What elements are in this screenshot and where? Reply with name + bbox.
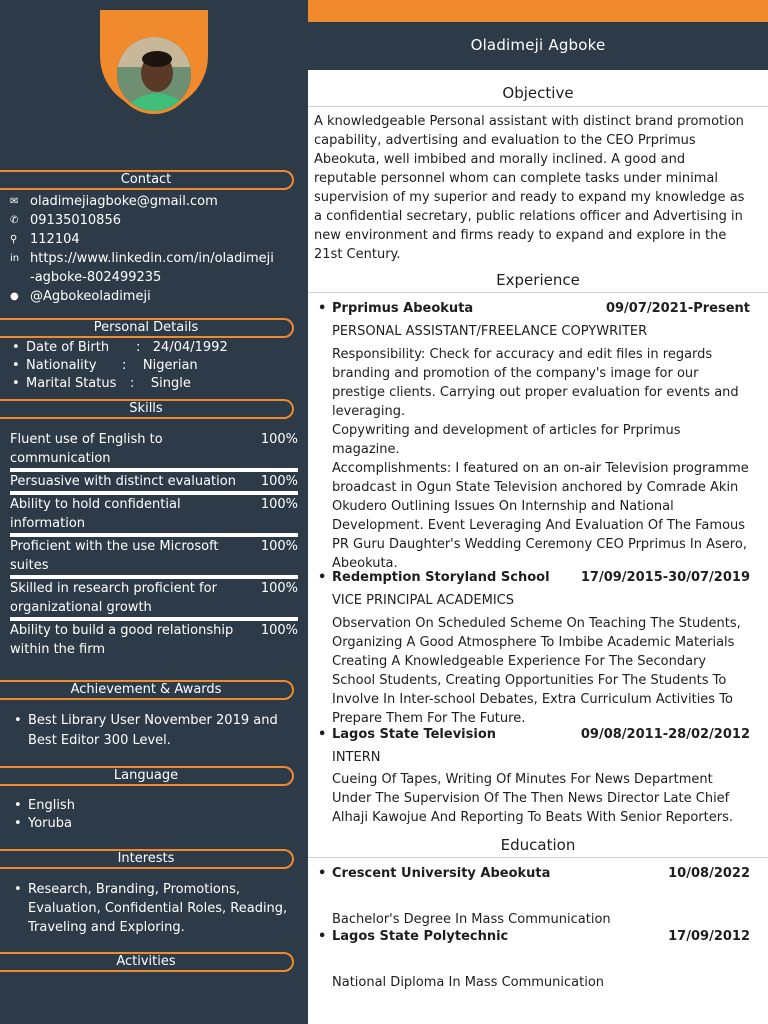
job-company: Lagos State Television [332,727,497,742]
activities-heading: Activities [0,952,294,972]
email-text[interactable]: oladimejiagboke@gmail.com [30,194,218,209]
degree: Bachelor's Degree In Mass Communication [332,912,611,927]
education-heading: Education [500,836,576,854]
education-header [318,864,750,883]
bullet: • [318,727,327,742]
personal-details-heading: Personal Details [0,318,294,338]
job-header [318,299,750,318]
achievements-heading: Achievement & Awards [0,680,294,700]
job-date: 17/09/2015-30/07/2019 [580,570,750,585]
contact-heading: Contact [0,170,294,190]
language-list [12,797,292,833]
list-item: • Research, Branding, Promotions, Evaluation, Confidential Roles, Reading, Traveling and Exploring. [12,880,294,937]
candidate-name: Oladimeji Agboke [470,36,606,54]
job-role: PERSONAL ASSISTANT/FREELANCE COPYWRITER [332,324,648,339]
school-name: Crescent University Abeokuta [332,866,551,881]
skill-item: Persuasive with distinct evaluation 100% [10,472,298,491]
job-company: Prprimus Abeokuta [332,301,474,316]
phone-icon: ✆ [10,215,19,226]
education-date: 17/09/2012 [668,929,750,944]
list-item: • Nationality : Nigerian [10,357,300,375]
list-item: • Marital Status : Single [10,375,300,393]
list-item: • Best Library User November 2019 and Best Editor 300 Level. [12,711,292,751]
education-date: 10/08/2022 [668,866,750,881]
social-handle-icon: ● [10,291,19,302]
education-header [318,927,750,946]
job-date: 09/07/2021-Present [605,301,750,316]
mail-icon: ✉ [10,196,19,207]
divider [308,292,768,293]
email-line [10,192,218,211]
phone-line [10,211,121,230]
bullet: • [318,570,327,585]
skills-heading: Skills [0,399,294,419]
job-description: Responsibility: Check for accuracy and edit files in regards branding and promotion of the company's image for our prestige clients. Carrying out proper evaluation for events and leveraging. Copywriting and development of articles for Prprimus magazine. Accomplishments: I featured on an on-air Television programme broadcast in Ogun State Television anchored by Comrade Akin Okudero Outlining Issues On Internship and National Development. Event Leveraging And Evaluation Of The Famous PR Guru Daughter's Wedding Ceremony CEO Prprimus In Asero, Abeokuta. [332,347,749,571]
interests-heading: Interests [0,849,294,869]
handle-line [10,287,151,306]
divider [308,857,768,858]
handle-text: @Agbokeoladimeji [30,289,151,304]
location-pin-icon: ⚲ [10,234,18,245]
degree: National Diploma In Mass Communication [332,975,605,990]
job-description: Cueing Of Tapes, Writing Of Minutes For News Department Under The Supervision Of The Then News Director Late Chief Alhaji Kawojue And Reporting To Beats With Senior Reporters. [332,772,733,825]
phone-text: 09135010856 [30,213,121,228]
personal-details-list [10,339,300,393]
skill-item: Skilled in research proficient for organizational growth 100% [10,579,298,617]
experience-heading: Experience [496,271,580,289]
bullet: • [318,866,327,881]
job-header [318,725,750,744]
bullet: • [318,301,327,316]
bullet: • [318,929,327,944]
postal-line [10,230,80,249]
skill-item: Ability to hold confidential information 100% [10,495,298,533]
job-header [318,568,750,587]
objective-text: A knowledgeable Personal assistant with distinct brand promotion capability, advertising and evaluation to the CEO Prprimus Abeokuta, well imbibed and morally inclined. A good and reputable personnel whom can complete tasks under minimal supervision of my superior and ready to expand my knowledge as a confidential secretary, public relations officer and Advertising in new environment and firms ready to expand and explore in the 21st Century. [314,114,745,262]
achievements-list [12,711,292,751]
job-role: VICE PRINCIPAL ACADEMICS [332,593,515,608]
divider [308,106,768,107]
postal-text: 112104 [30,232,80,247]
linkedin-line [10,249,274,287]
skill-item: Fluent use of English to communication 100% [10,430,298,468]
interests-list [12,880,294,937]
list-item: • English [12,797,292,815]
language-heading: Language [0,766,294,786]
objective-heading: Objective [502,84,574,102]
job-role: INTERN [332,750,381,765]
skill-item: Proficient with the use Microsoft suites 100% [10,537,298,575]
skill-item: Ability to build a good relationship within the firm 100% [10,623,298,657]
linkedin-icon: in [10,253,20,264]
linkedin-text[interactable]: https://www.linkedin.com/in/oladimeji -agboke-802499235 [30,251,274,285]
job-company: Redemption Storyland School [332,570,550,585]
school-name: Lagos State Polytechnic [332,929,509,944]
profile-photo [114,34,194,114]
job-date: 09/08/2011-28/02/2012 [580,727,750,742]
list-item: • Yoruba [12,815,292,833]
job-description: Observation On Scheduled Scheme On Teaching The Students, Organizing A Good Atmosphere To Imbibe Academic Materials Creating A Knowledgeable Experience For The Secondary School Students, Creating Opportunities For The Students To Involve In Inter-school Debates, Extra Curriculum Activities To Prepare Them For The Future. [332,616,741,726]
list-item: • Date of Birth : 24/04/1992 [10,339,300,357]
